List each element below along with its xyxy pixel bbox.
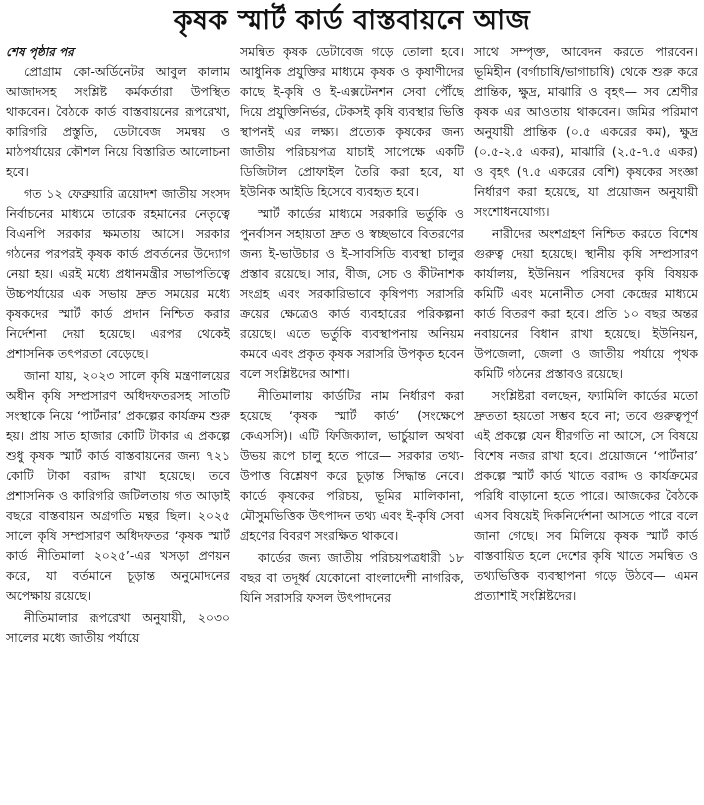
paragraph: স্মার্ট কার্ডের মাধ্যমে সরকারি ভর্তুকি ও পুনর্বাসন সহায়তা দ্রুত ও স্বচ্ছভাবে বিতরণের জন্য ই-ভাউচার ও ই-সাবসিডি ব্যবস্থা চালুর প্রস্তাব রয়েছে। সার, বীজ, সেচ ও কীটনাশক সংগ্রহ এবং সরকারিভাবে কৃষিপণ্য সরাসরি ক্রয়ের ক্ষেত্রেও কার্ড ব্যবহারের পরিকল্পনা রয়েছে। এতে ভর্তুকি ব্যবস্থাপনায় অনিয়ম কমবে এবং প্রকৃত কৃষক সরাসরি উপকৃত হবেন বলে সংশ্লিষ্টদের আশা। — [240, 206, 464, 381]
continued-from-label: শেষ পৃষ্ঠার পর — [6, 45, 74, 59]
paragraph: প্রোগ্রাম কো-অর্ডিনেটর আবুল কালাম আজাদসহ সংশ্লিষ্ট কর্মকর্তারা উপস্থিত থাকবেন। বৈঠকে কার্ড বাস্তবায়নের রূপরেখা, কারিগরি প্রস্তুতি, ডেটাবেজ সমন্বয় ও মাঠপর্যায়ের কৌশল নিয়ে বিস্তারিত আলোচনা হবে। — [6, 64, 230, 179]
paragraph: সাথে সম্পৃক্ত, আবেদন করতে পারবেন। ভূমিহীন (বর্গাচাষি/ভাগাচাষি) থেকে শুরু করে প্রান্তিক, ক্ষুদ্র, মাঝারি ও বৃহৎ— সব শ্রেণীর কৃষক এর আওতায় থাকবেন। জমির পরিমাণ অনুযায়ী প্রান্তিক (০.৫ একরের কম), ক্ষুদ্র (০.৫-২.৫ একর), মাঝারি (২.৫-৭.৫ একর) ও বৃহৎ (৭.৫ একরের বেশি) কৃষকের সংজ্ঞা নির্ধারণ করা হয়েছে, যা প্রয়োজন অনুযায়ী সংশোধনযোগ্য। — [474, 44, 698, 219]
paragraph: সমন্বিত কৃষক ডেটাবেজ গড়ে তোলা হবে। আধুনিক প্রযুক্তির মাধ্যমে কৃষক ও কৃষাণীদের কাছে ই-কৃষি ও ই-এক্সটেনশন সেবা পৌঁছে দিয়ে প্রযুক্তিনির্ভর, টেকসই কৃষি ব্যবস্থার ভিত্তি স্থাপনই এর লক্ষ্য। প্রত্যেক কৃষকের জন্য জাতীয় পরিচয়পত্র যাচাই সাপেক্ষে একটি ডিজিটাল প্রোফাইল তৈরি করা হবে, যা ইউনিক আইডি হিসেবে ব্যবহৃত হবে। — [240, 44, 464, 199]
paragraph: কার্ডের জন্য জাতীয় পরিচয়পত্রধারী ১৮ বছর বা তদূর্ধ্ব যেকোনো বাংলাদেশী নাগরিক, যিনি সরাসরি ফসল উৎপাদনের — [240, 550, 464, 605]
paragraph: জানা যায়, ২০২৩ সালে কৃষি মন্ত্রণালয়ের অধীন কৃষি সম্প্রসারণ অধিদফতরসহ সাতটি সংস্থাকে নিয়ে ‘পার্টনার’ প্রকল্পের কার্যক্রম শুরু হয়। প্রায় সাত হাজার কোটি টাকার এ প্রকল্পে শুধু কৃষক স্মার্ট কার্ড বাস্তবায়নের জন্য ৭২১ কোটি টাকা বরাদ্দ রাখা হয়েছে। তবে প্রশাসনিক ও কারিগরি জটিলতায় গত আড়াই বছরে বাস্তবায়ন অগ্রগতি মন্থর ছিল। ২০২৫ সালে কৃষি সম্প্রসারণ অধিদফতর ‘কৃষক স্মার্ট কার্ড নীতিমালা ২০২৫’-এর খসড়া প্রণয়ন করে, যা বর্তমানে চূড়ান্ত অনুমোদনের অপেক্ষায় রয়েছে। — [6, 368, 230, 603]
paragraph: গত ১২ ফেব্রুয়ারি ত্রয়োদশ জাতীয় সংসদ নির্বাচনের মাধ্যমে তারেক রহমানের নেতৃত্বে বিএনপি সরকার ক্ষমতায় আসে। সরকার গঠনের পরপরই কৃষক কার্ড প্রবর্তনের উদ্যোগ নেয়া হয়। এরই মধ্যে প্রধানমন্ত্রীর সভাপতিত্বে উচ্চপর্যায়ের এক সভায় দ্রুত সময়ের মধ্যে কৃষকদের স্মার্ট কার্ড প্রদান নিশ্চিত করার নির্দেশনা দেয়া হয়েছে। এরপর থেকেই প্রশাসনিক তৎপরতা বেড়েছে। — [6, 186, 230, 361]
paragraph: সংশ্লিষ্টরা বলছেন, ফ্যামিলি কার্ডের মতো দ্রুততা হয়তো সম্ভব হবে না; তবে গুরুত্বপূর্ণ এই প্রকল্পে যেন ধীরগতি না আসে, সে বিষয়ে বিশেষ নজর রাখা হবে। প্রয়োজনে ‘পার্টনার’ প্রকল্পে স্মার্ট কার্ড খাতে বরাদ্দ ও কার্যক্রমের পরিধি বাড়ানো হতে পারে। আজকের বৈঠকে এসব বিষয়েই দিকনির্দেশনা আসতে পারে বলে জানা গেছে। সব মিলিয়ে কৃষক স্মার্ট কার্ড বাস্তবায়িত হলে দেশের কৃষি খাতে সমন্বিত ও তথ্যভিত্তিক ব্যবস্থাপনা গড়ে উঠবে— এমন প্রত্যাশাই সংশ্লিষ্টদের। — [474, 388, 698, 603]
paragraph: নীতিমালায় কার্ডটির নাম নির্ধারণ করা হয়েছে ‘কৃষক স্মার্ট কার্ড’ (সংক্ষেপে কেএসসি)। এটি ফিজিক্যাল, ভার্চুয়াল অথবা উভয় রূপে চালু হতে পারে— সরকার তথ্য-উপাত্ত বিশ্লেষণ করে চূড়ান্ত সিদ্ধান্ত নেবে। কার্ডে কৃষকের পরিচয়, ভূমির মালিকানা, মৌসুমভিত্তিক উৎপাদন তথ্য এবং ই-কৃষি সেবা গ্রহণের বিবরণ সংরক্ষিত থাকবে। — [240, 388, 464, 543]
column-2 — [240, 42, 464, 800]
paragraph: নারীদের অংশগ্রহণ নিশ্চিত করতে বিশেষ গুরুত্ব দেয়া হয়েছে। স্থানীয় কৃষি সম্প্রসারণ কার্যালয়, ইউনিয়ন পরিষদের কৃষি বিষয়ক কমিটি এবং মনোনীত সেবা কেন্দ্রের মাধ্যমে কার্ড বিতরণ করা হবে। প্রতি ১০ বছর অন্তর নবায়নের বিধান রাখা হয়েছে। ইউনিয়ন, উপজেলা, জেলা ও জাতীয় পর্যায়ে পৃথক কমিটি গঠনের প্রস্তাবও রয়েছে। — [474, 226, 698, 381]
article-body — [6, 42, 698, 800]
column-3 — [474, 42, 698, 800]
headline: কৃষক স্মার্ট কার্ড বাস্তবায়নে আজ — [173, 5, 531, 36]
headline-area — [6, 0, 698, 42]
column-1 — [6, 42, 230, 800]
paragraph: নীতিমালার রূপরেখা অনুযায়ী, ২০৩০ সালের মধ্যে জাতীয় পর্যায়ে — [6, 610, 230, 645]
